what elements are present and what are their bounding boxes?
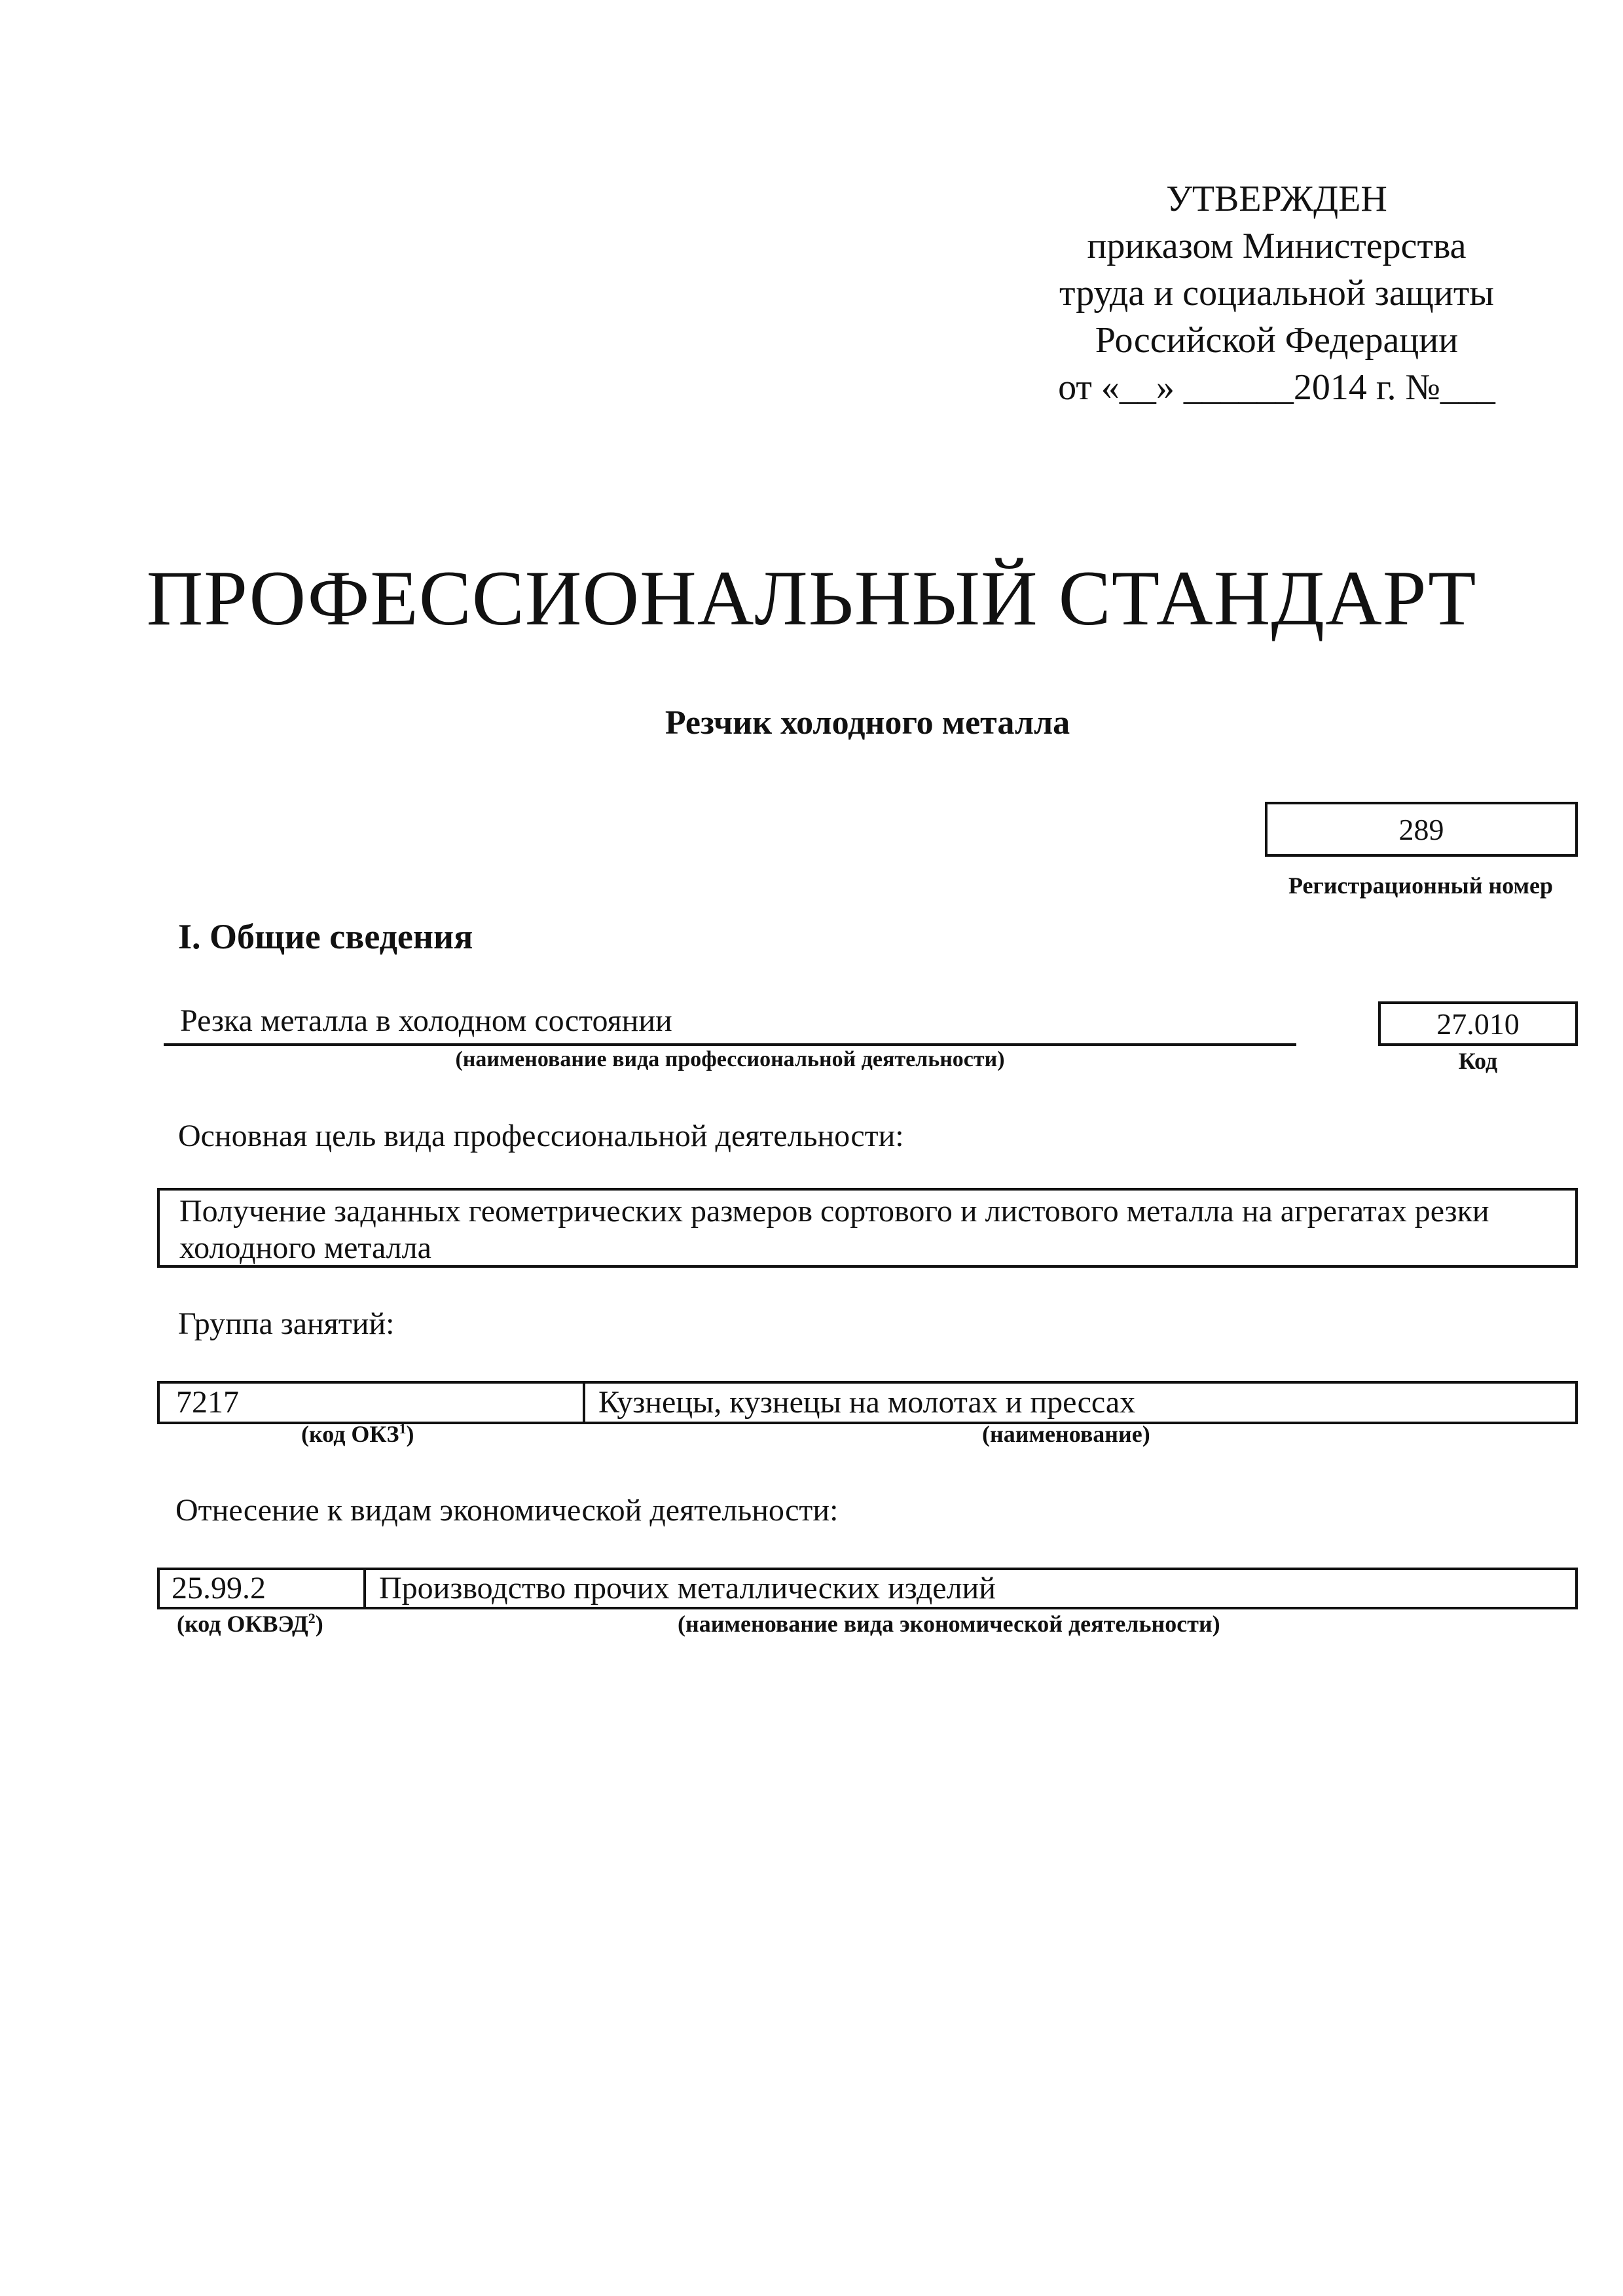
approval-line-3: труда и социальной защиты [1059, 273, 1494, 314]
activity-code-box [1378, 1001, 1578, 1046]
activity-code: 27.010 [1436, 1007, 1520, 1041]
occupation-group-code-caption: (код ОКЗ$^1$) [301, 1420, 414, 1447]
occupation-group-table [157, 1381, 1578, 1424]
approval-line-1: УТВЕРЖДЕН [1166, 179, 1387, 219]
goal-box [157, 1188, 1578, 1268]
economic-activity-code: 25.99.2 [160, 1570, 366, 1607]
registration-number-box [1265, 802, 1578, 857]
activity-name: Резка металла в холодном состоянии [180, 1003, 672, 1038]
occupation-group-label: Группа занятий: [178, 1306, 395, 1341]
registration-caption: Регистрационный номер [1288, 872, 1554, 899]
footnote-2: 2 [308, 1610, 316, 1626]
footnote-1: 1 [399, 1420, 407, 1437]
economic-activity-name-caption: (наименование вида экономической деятельности) [678, 1611, 1220, 1637]
activity-code-caption: Код [1458, 1048, 1498, 1074]
economic-activity-table [157, 1568, 1578, 1609]
goal-label: Основная цель вида профессиональной деятельности: [178, 1119, 904, 1153]
economic-activity-label: Отнесение к видам экономической деятельности: [175, 1493, 839, 1528]
approval-line-2: приказом Министерства [1087, 226, 1467, 266]
registration-number: 289 [1398, 812, 1444, 846]
goal-text: Получение заданных геометрических размеров сортового и листового металла на агрегатах резки холодного металла [179, 1194, 1489, 1265]
activity-underline [164, 1043, 1296, 1046]
occupation-group-code: 7217 [160, 1384, 585, 1422]
page-title: ПРОФЕССИОНАЛЬНЫЙ СТАНДАРТ [146, 554, 1477, 641]
economic-activity-code-caption: (код ОКВЭД$^2$) [177, 1610, 323, 1637]
occupation-group-name-caption: (наименование) [982, 1421, 1150, 1447]
section-heading: I. Общие сведения [178, 917, 473, 956]
page-subtitle: Резчик холодного металла [665, 704, 1070, 742]
approval-block [982, 175, 1571, 411]
approval-line-5: от «__» ______2014 г. №___ [1058, 367, 1495, 408]
activity-caption: (наименование вида профессиональной деятельности) [455, 1047, 1005, 1071]
occupation-group-name: Кузнецы, кузнецы на молотах и прессах [598, 1385, 1136, 1420]
economic-activity-name: Производство прочих металлических изделий [379, 1571, 996, 1605]
approval-line-4: Российской Федерации [1095, 320, 1459, 361]
